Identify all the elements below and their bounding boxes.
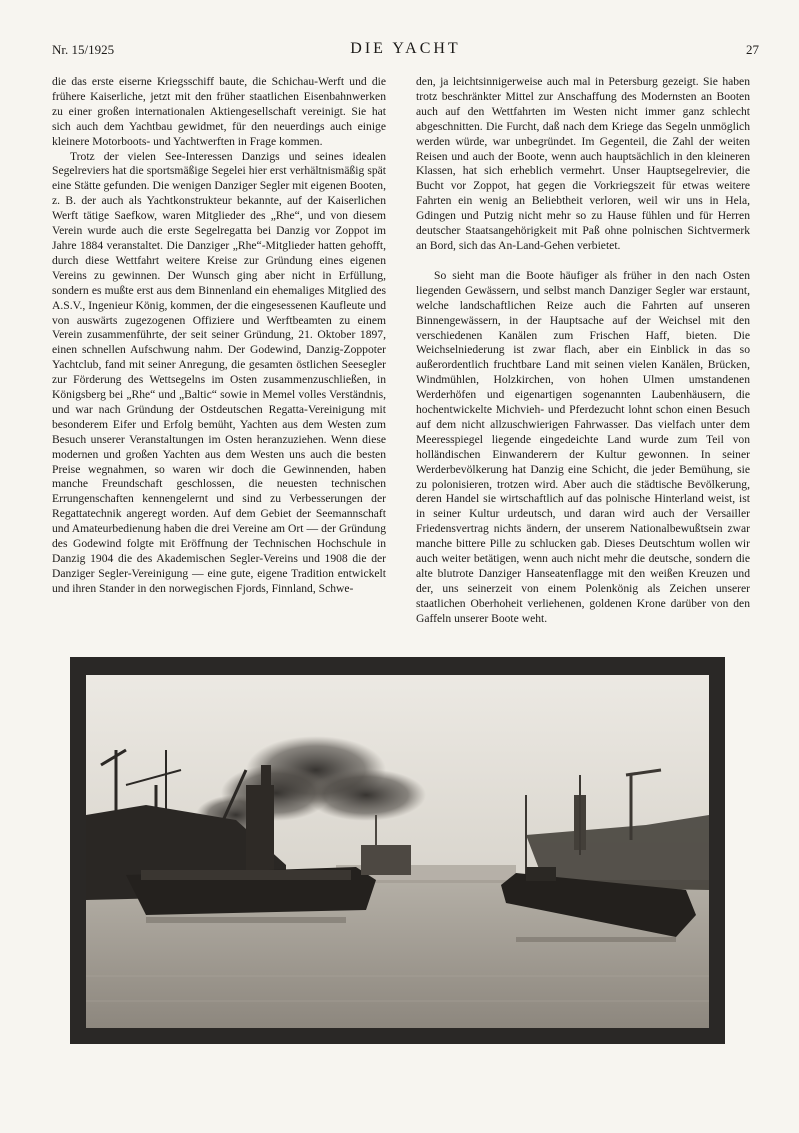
paragraph: die das erste eiserne Kriegsschiff baute, die Schichau-Werft und die frühere Kaiserliche, jetzt mit den früher staatlichen Eisenbahnwerken zu einer großen internationalen Aktiengesellschaft vereinigt. Sie hat sich auch dem Yachtbau gewidmet, für den neuerdings auch einige kleinere Motorboots- und Yachtwerften in Frage kommen. <box>52 75 386 148</box>
right-column <box>416 75 750 627</box>
issue-number: Nr. 15/1925 <box>52 42 115 57</box>
page-number: 27 <box>746 42 759 57</box>
left-column <box>52 75 386 597</box>
harbor-photo <box>86 675 709 1028</box>
harbor-photo-icon <box>86 675 709 1028</box>
paragraph: den, ja leichtsinnigerweise auch mal in Petersburg gezeigt. Sie haben trotz beschränkter Mittel zur Anschaffung des Modernsten an Booten auch auf den Wettfahrten im Westen nicht immer ganz schlecht abgeschnitten. Die Furcht, daß nach dem Kriege das Segeln unmöglich werden würde, war unbegründet. Im Gegenteil, die Zahl der weiten Reisen und auch der Boote, wenn auch hauptsächlich in den kleineren Klassen, hat sich erheblich vermehrt. Unser Hauptsegelrevier, die Bucht vor Zoppot, hat gegen die Vorkriegszeit für etwas weitere Fahrten ein wenig an Beliebtheit verloren, weil wir uns in Hela, Gdingen und Putzig nicht mehr so zu Hause fühlen und für Herren deutscher Staatsangehörigkeit mit Paß ohne polnischen Sichtvermerk an Bord, sich das An-Land-Gehen verbietet. <box>416 75 750 252</box>
paragraph: So sieht man die Boote häufiger als früher in den nach Osten liegenden Gewässern, und selbst manch Danziger Segler war erstaunt, welche landschaftlichen Reize auch die Fahrten auf unseren Binnengewässern, in der Hauptsache auf der Weichsel mit den verschiedenen Kanälen zum Frischen Haff, bieten. Die Weichselniederung ist zwar flach, aber ein Einblick in das so außerordentlich fruchtbare Land mit seinen vielen Kanälen, Brücken, Windmühlen, Holzkirchen, von hohen Ulmen umstandenen Werderhöfen und eigenartigen sogenannten Laubenhäusern, die hochentwickelte Michvieh- und Pferdezucht lohnt schon einen Besuch auf dem nicht allzuschwierigen Fahrwasser. Das vielfach unter dem Meeresspiegel liegende eingedeichte Land wurde zum Teil von holländischen Einwanderern der Kultur gewonnen. In seiner Werderbevölkerung hat Danzig eine Schicht, die jeder Bemühung, sie zu polonisieren, trotzen wird. Aber auch die städtische Bevölkerung, deren Handel sie wirtschaftlich auf das polnische Hinterland weist, ist in seiner Kultur urdeutsch, und daran wird auch der Versailler Friedensvertrag nichts ändern, der unserem Nationalbewußtsein zwar manche bittere Pille zu schlucken gab. Dieses Deutschtum wollen wir auch weiter betätigen, wenn auch nicht mehr die deutsche, sondern die alte blutrote Danziger Hanseatenflagge mit den weißen Kreuzen und der, uns seinerzeit von einem Polenkönig als Zeichen unserer staatlichen Oberhoheit verliehenen, goldenen Krone darüber von den Gaffeln unserer Boote weht. <box>416 268 750 625</box>
photo-frame <box>70 657 725 1044</box>
page-header <box>52 42 759 62</box>
magazine-title: DIE YACHT <box>350 40 461 57</box>
paragraph: Trotz der vielen See-Interessen Danzigs und seines idealen Segelreviers hat die sportsmäßige Segelei hier erst verhältnismäßig spät eine Stätte gefunden. Die wenigen Danziger Segler mit eigenen Booten, z. B. der auch als Yachtkonstrukteur bekannte, auf der Kaiserlichen Werft tätige Saefkow, waren Mitglieder des „Rhe“, und von diesem Verein wurde auch die erste Segelregatta bei Danzig vor Zoppot im Jahre 1884 veranstaltet. Die Danziger „Rhe“-Mitglieder hatten gehofft, durch diese Wettfahrt weitere Kreise zur Gründung eines eigenen Vereins zu gewinnen. Der Wunsch ging aber nicht in Erfüllung, sondern es mußte erst aus dem Binnenland ein ehemaliges Mitglied des A.S.V., Ingenieur König, kommen, der die eingesessenen Kaufleute und von auswärts zugezogenen Offiziere und Werftbeamten zu einem Verein zusammenführte, der seit seiner Gründung, 21. Oktober 1897, einen schnellen Aufschwung nahm. Der Godewind, Danzig-Zoppoter Yachtclub, fand mit seiner Anregung, die gesamten östlichen Seesegler zur Förderung des Wettsegelns im Osten zusammenzuschließen, in Königsberg bei „Rhe“ und „Baltic“ sowie in Memel volles Verständnis, und war nach Gründung der Ostdeutschen Regatta-Vereinigung mit besonderem Eifer und Erfolg bemüht, Yachten aus dem Westen zum Besuch unserer Veranstaltungen im Osten heranzuziehen. Wenn diese modernen und großen Yachten aus dem Westen uns auch die besten Preise wegnahmen, so waren wir doch die Gewinnenden, haben manche Freundschaft geschlossen, die neuesten technischen Errungenschaften kennengelernt und sind zu Verbesserungen der Regattatechnik angeregt worden. Auf dem Gebiet der Seemannschaft und Amateurbedienung haben die drei Vereine am Ort — der Gründung des Godewind folgte mit Eröffnung der Technischen Hochschule in Danzig 1904 die des Akademischen Segler-Vereins und 1908 die der Danziger Segler-Vereinigung — eine gute, eigene Tradition entwickelt und ihren Stander in den norwegischen Fjords, Finnland, Schwe- <box>52 149 386 595</box>
